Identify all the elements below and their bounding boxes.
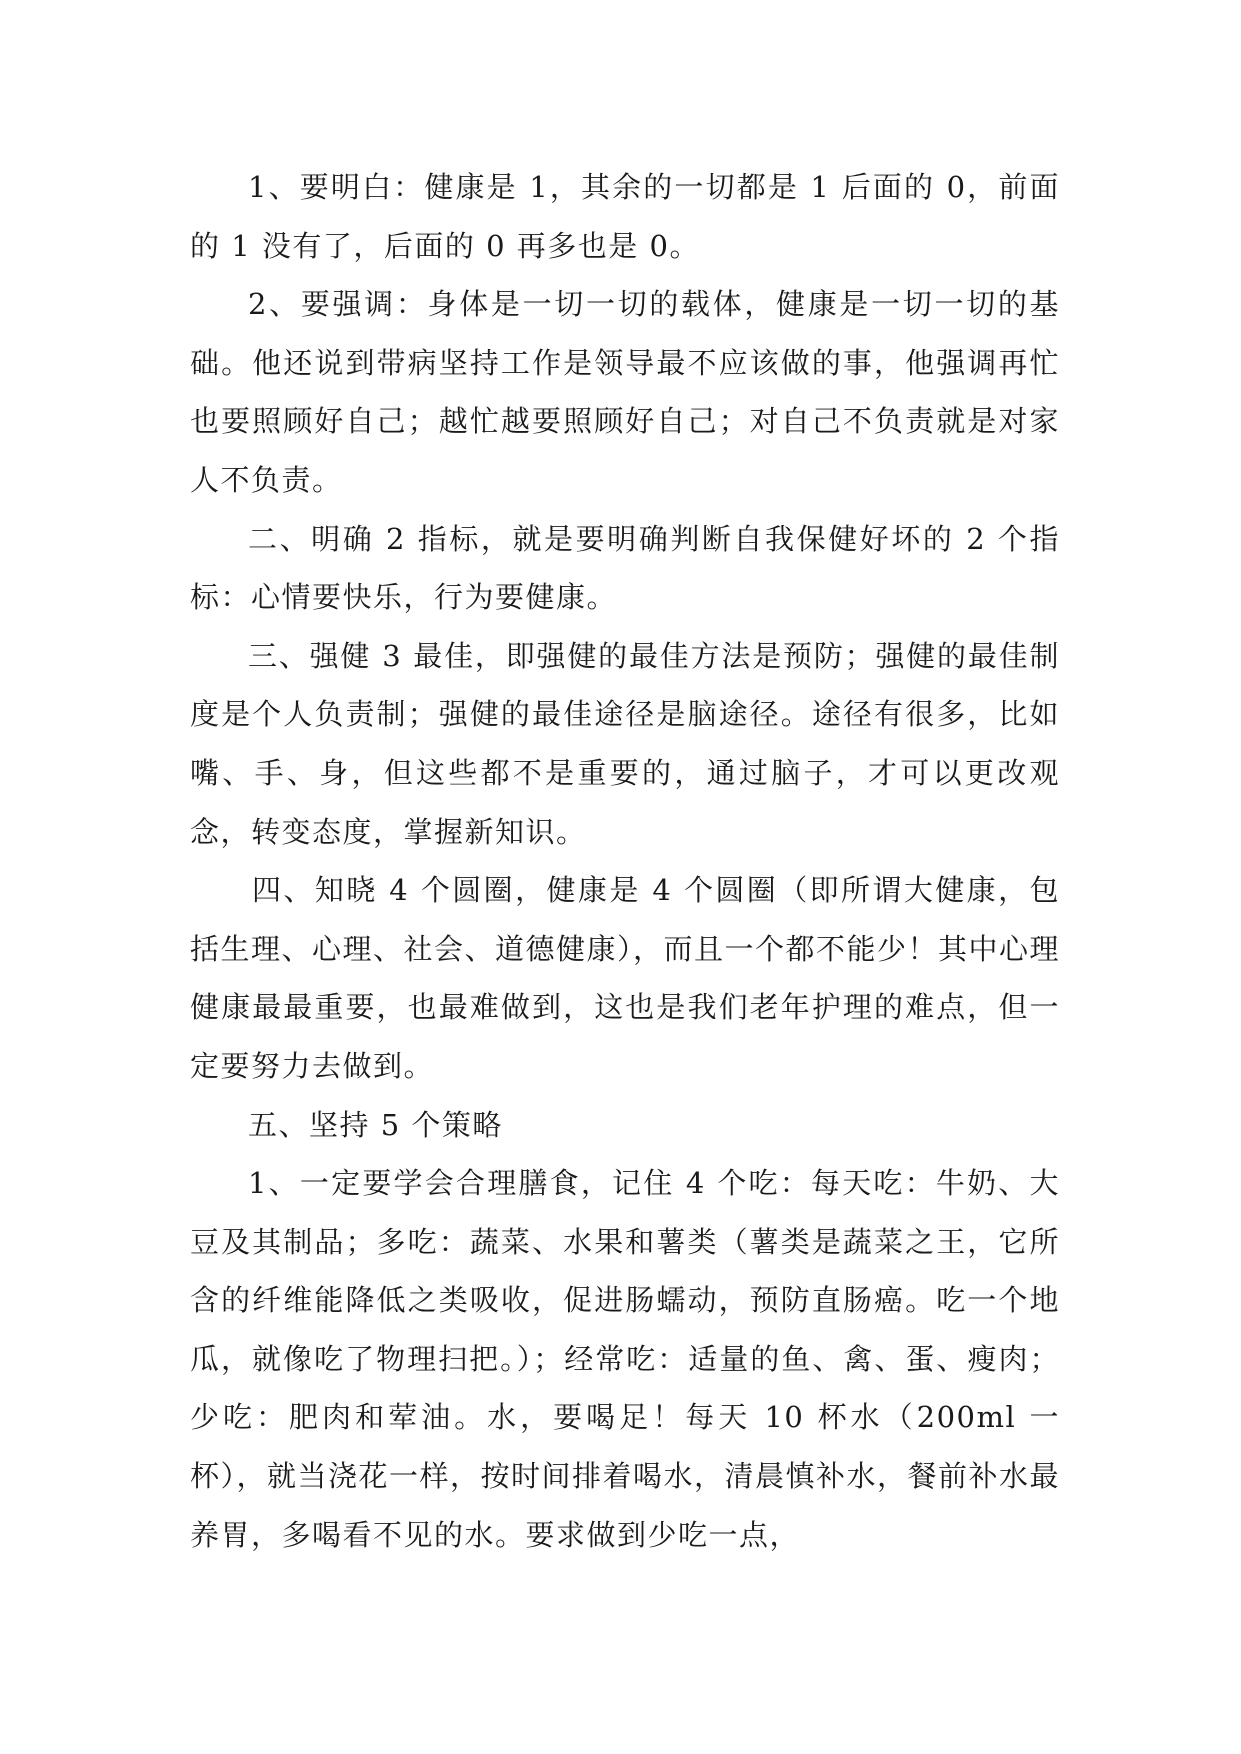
paragraph-four-circles: 四、知晓 4 个圆圈，健康是 4 个圆圈（即所谓大健康，包括生理、心理、社会、道德健康），而且一个都不能少！其中心理健康最最重要，也最难做到，这也是我们老年护理的难点，但一定要努力去做到。	[190, 873, 1061, 1083]
paragraph-two-indicators: 二、明确 2 指标，就是要明确判断自我保健好坏的 2 个指标：心情要快乐，行为要健康。	[190, 521, 1060, 615]
paragraph-five-strategies-heading: 五、坚持 5 个策略	[248, 1107, 503, 1142]
paragraph-body-is-carrier: 2、要强调：身体是一切一切的载体，健康是一切一切的基础。他还说到带病坚持工作是领导最不应该做的事，他强调再忙也要照顾好自己；越忙越要照顾好自己；对自己不负责就是对家人不负责。	[190, 287, 1060, 497]
document-body	[190, 158, 1060, 1564]
paragraph-health-is-one: 1、要明白：健康是 1，其余的一切都是 1 后面的 0，前面的 1 没有了，后面的 0 再多也是 0。	[190, 170, 1060, 263]
paragraph-three-best: 三、强健 3 最佳，即强健的最佳方法是预防；强健的最佳制度是个人负责制；强健的最佳途径是脑途径。途径有很多，比如嘴、手、身，但这些都不是重要的，通过脑子，才可以更改观念，转变态度，掌握新知识。	[190, 638, 1060, 849]
paragraph-balanced-diet: 1、一定要学会合理膳食，记住 4 个吃：每天吃：牛奶、大豆及其制品；多吃：蔬菜、水果和薯类（薯类是蔬菜之王，它所含的纤维能降低之类吸收，促进肠蠕动，预防直肠癌。吃一个地瓜，就像吃了物理扫把。）；经常吃：适量的鱼、禽、蛋、瘦肉；少吃：肥肉和荤油。水，要喝足！每天 10 杯水（200ml 一杯），就当浇花一样，按时间排着喝水，清晨慎补水，餐前补水最养胃，多喝看不见的水。要求做到少吃一点，	[190, 1166, 1061, 1552]
